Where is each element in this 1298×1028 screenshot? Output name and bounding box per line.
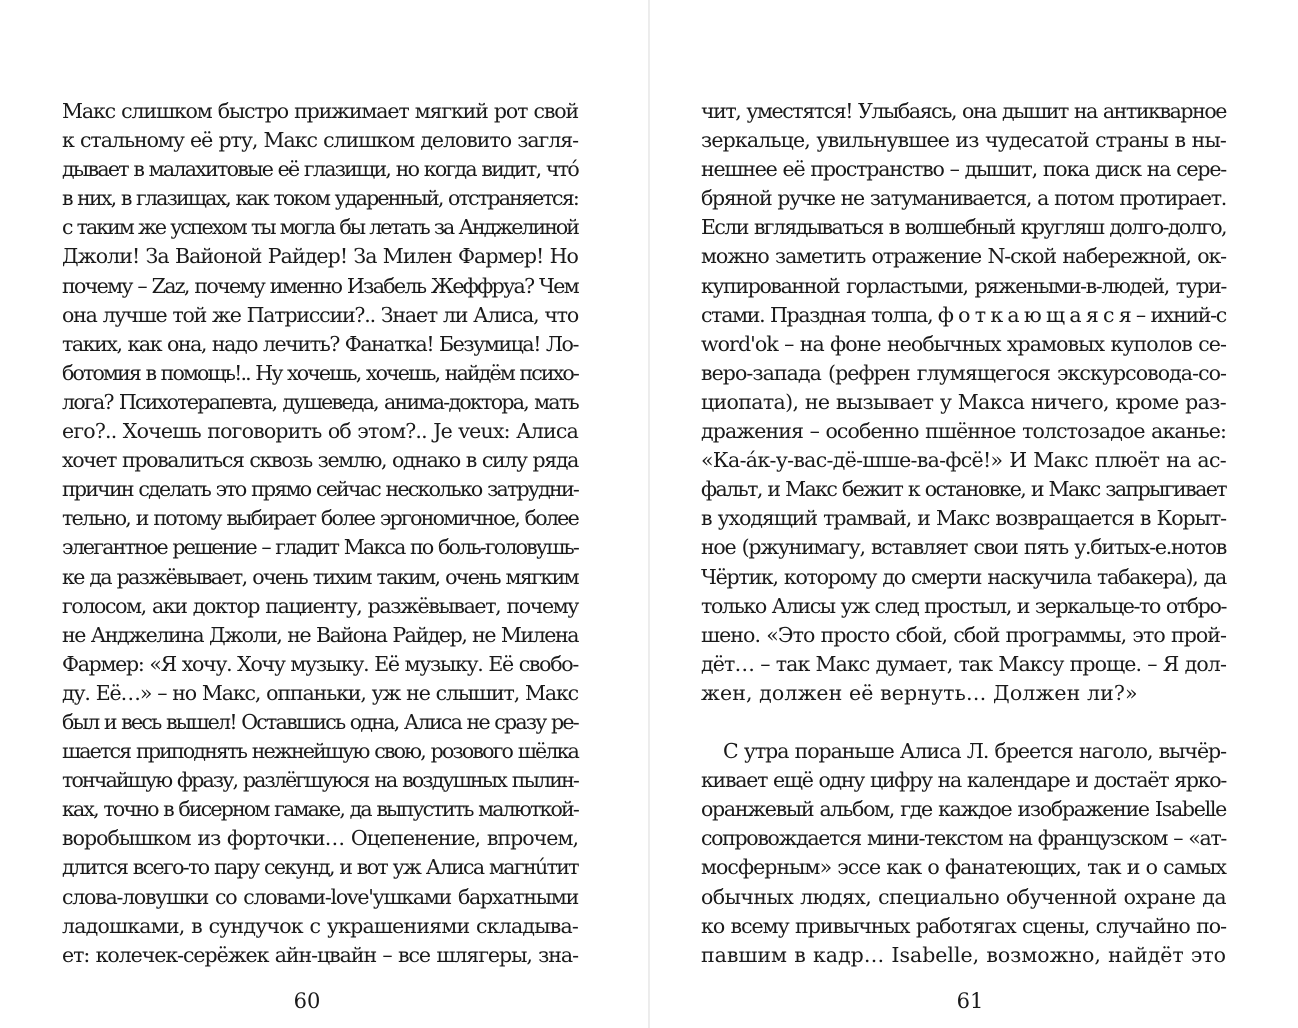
text-line: кивает ещё одну цифру на календаре и достаёт ярко- <box>701 768 1226 793</box>
text-line: ладошками, в сундучок с украшениями складыва- <box>62 913 578 938</box>
page-number: 61 <box>956 989 984 1013</box>
text-line: word'ok – на фоне необычных храмовых куполов се- <box>701 331 1226 356</box>
text-line: мосферным» эссе как о фанатеющих, так и о самых <box>701 855 1226 880</box>
text-line: ко всему привычных работягах сцены, случайно по- <box>701 913 1226 938</box>
text-line: ду. Её…» – но Макс, оппаньки, уж не слышит, Макс <box>62 680 578 705</box>
text-line: хочет провалиться сквозь землю, однако в силу ряда <box>62 448 578 473</box>
text-line: его?.. Хочешь поговорить об этом?.. Je veux: Алиса <box>62 419 578 444</box>
text-line: таких, как она, надо лечить? Фанатка! Безумица! Ло- <box>62 331 578 356</box>
text-line: ботомия в помощь!.. Ну хочешь, хочешь, найдём психо- <box>62 360 578 385</box>
text-line: Если вглядываться в волшебный кругляш долго-долго, <box>701 215 1226 240</box>
text-line: «Ка-áк-у-вас-дё-шше-ва-фсё!» И Макс плюёт на ас- <box>701 448 1226 473</box>
text-line: тельно, и потому выбирает более эргономичное, более <box>62 506 578 531</box>
text-line: можно заметить отражение N-ской набережной, ок- <box>701 244 1226 269</box>
text-line: в них, в глазищах, как током ударенный, отстраняется: <box>62 186 578 211</box>
text-line: она лучше той же Патриссии?.. Знает ли Алиса, что <box>62 302 578 327</box>
text-line: циопата), не вызывает у Макса ничего, кроме раз- <box>701 389 1226 414</box>
text-line: воробышком из форточки… Оцепенение, впрочем, <box>62 826 578 851</box>
text-line: ках, точно в бисерном гамаке, да выпустить малюткой- <box>62 797 578 822</box>
text-line: причин сделать это прямо сейчас несколько затрудни- <box>62 477 578 502</box>
text-line: нешнее её пространство – дышит, пока диск на сере- <box>701 157 1226 182</box>
text-line: к стальному её рту, Макс слишком деловито загля- <box>62 128 578 153</box>
text-line: шается приподнять нежнейшую свою, розового шёлка <box>62 739 578 764</box>
paragraph-gap <box>701 708 1226 737</box>
text-line: купированной горластыми, ряжеными-в-людей, тури- <box>701 273 1226 298</box>
text-line: стами. Праздная толпа, ф о т к а ю щ а я с я – ихний-с <box>701 302 1226 327</box>
text-line: только Алисы уж след простыл, и зеркальце-то отбро- <box>701 593 1226 618</box>
text-line: бряной ручке не затуманивается, а потом протирает. <box>701 186 1226 211</box>
text-line: оранжевый альбом, где каждое изображение Isabelle <box>701 797 1226 822</box>
text-line: Чёртик, которому до смерти наскучила табакера), да <box>701 564 1226 589</box>
text-line: почему – Zaz, почему именно Изабель Жеффруа? Чем <box>62 273 578 298</box>
text-line: дражения – особенно пшённое толстозадое аканье: <box>701 419 1226 444</box>
left-page-text <box>62 97 578 970</box>
text-line: тончайшую фразу, разлёгшуюся на воздушных пылин- <box>62 768 578 793</box>
text-line: С утра пораньше Алиса Л. бреется наголо, вычёр- <box>723 739 1226 764</box>
text-line: веро-запада (рефрен глумящегося экскурсовода-со- <box>701 360 1226 385</box>
text-line: ное (ржунимагу, вставляет свои пять у.битых-е.нотов <box>701 535 1226 560</box>
text-line: Фармер: «Я хочу. Хочу музыку. Её музыку. Её свобо- <box>62 651 578 676</box>
text-line: голосом, аки доктор пациенту, разжёвывает, почему <box>62 593 578 618</box>
text-line: сопровождается мини-текстом на французском – «ат- <box>701 826 1226 851</box>
page-number: 60 <box>293 989 321 1013</box>
text-line: обычных людях, специально обученной охране да <box>701 884 1226 909</box>
text-line: жен, должен её вернуть… Должен ли?» <box>701 680 1138 705</box>
text-line: не Анджелина Джоли, не Вайона Райдер, не Милена <box>62 622 578 647</box>
text-line: лога? Психотерапевта, душеведа, анима-доктора, мать <box>62 389 578 414</box>
right-page-text <box>701 97 1226 970</box>
text-line: был и весь вышел! Оставшись одна, Алиса не сразу ре- <box>62 709 578 734</box>
text-line: дёт… – так Макс думает, так Максу проще. – Я дол- <box>701 651 1226 676</box>
text-line: фальт, и Макс бежит к остановке, и Макс запрыгивает <box>701 477 1226 502</box>
text-line: ет: колечек-серёжек айн-цвайн – все шлягеры, зна- <box>62 942 578 967</box>
text-line: дывает в малахитовые её глазищи, но когда видит, чтó <box>62 157 578 182</box>
text-line: слова-ловушки со словами-love'ушками бархатными <box>62 884 578 909</box>
text-line: зеркальце, увильнувшее из чудесатой страны в ны- <box>701 128 1226 153</box>
text-line: Джоли! За Вайоной Райдер! За Милен Фармер! Но <box>62 244 578 269</box>
text-line: Макс слишком быстро прижимает мягкий рот свой <box>62 99 578 123</box>
text-line: ке да разжёвывает, очень тихим таким, очень мягким <box>62 564 578 589</box>
text-line: шено. «Это просто сбой, сбой программы, это прой- <box>701 622 1226 647</box>
text-line: чит, уместятся! Улыбаясь, она дышит на антикварное <box>701 99 1226 123</box>
right-page <box>650 0 1298 1028</box>
text-line: в уходящий трамвай, и Макс возвращается в Корыт- <box>701 506 1226 531</box>
text-line: элегантное решение – гладит Макса по боль-головушь- <box>62 535 578 560</box>
text-line: с таким же успехом ты могла бы летать за Анджелиной <box>62 215 578 240</box>
left-page <box>0 0 648 1028</box>
text-line: длится всего-то пару секунд, и вот уж Алиса магнúтит <box>62 855 578 880</box>
text-line: павшим в кадр… Isabelle, возможно, найдёт это <box>701 942 1226 967</box>
